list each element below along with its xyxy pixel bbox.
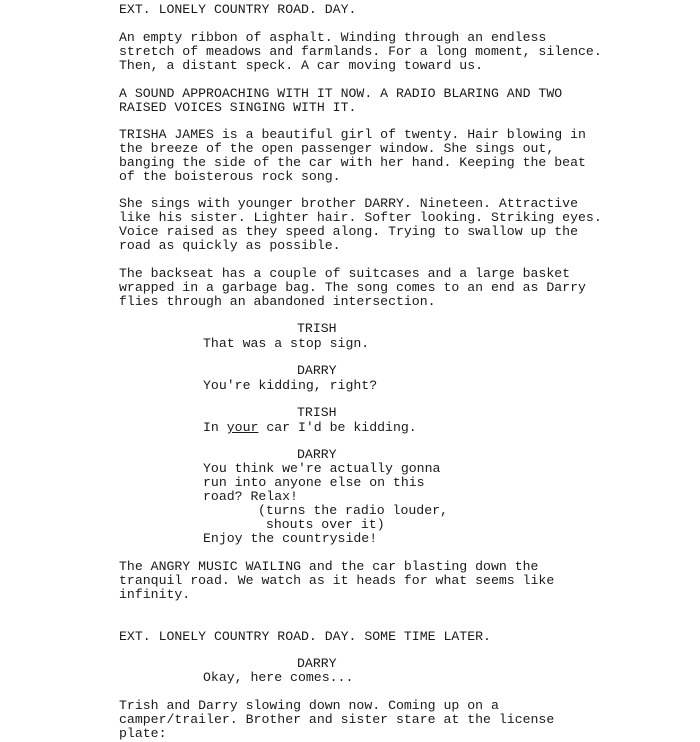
character-cue: TRISH xyxy=(297,321,337,336)
action-paragraph: She sings with younger brother DARRY. Nineteen. Attractive like his sister. Lighter hair. Softer looking. Striking eyes. Voice raised as they speed along. Trying to swallow up the road as quickly as possible. xyxy=(119,196,602,253)
dialogue-line: In your car I'd be kidding. xyxy=(203,420,417,435)
character-cue: DARRY xyxy=(297,363,337,378)
action-paragraph: The backseat has a couple of suitcases and a large basket wrapped in a garbage bag. The song comes to an end as Darry flies through an abandoned intersection. xyxy=(119,266,586,309)
dialogue-line: That was a stop sign. xyxy=(203,336,370,351)
character-cue: DARRY xyxy=(297,447,337,462)
character-cue: DARRY xyxy=(297,656,337,671)
underlined-word: your xyxy=(226,420,259,435)
dialogue-line: You're kidding, right? xyxy=(203,378,378,393)
dialogue-line: Enjoy the countryside! xyxy=(203,531,378,546)
action-paragraph: An empty ribbon of asphalt. Winding through an endless stretch of meadows and farmlands. For a long moment, silence. Then, a distant speck. A car moving toward us. xyxy=(119,30,602,73)
character-cue: TRISH xyxy=(297,405,337,420)
parenthetical: shouts over it) xyxy=(258,517,385,532)
action-paragraph: The ANGRY MUSIC WAILING and the car blasting down the tranquil road. We watch as it heads for what seems like infinity. xyxy=(119,559,555,602)
dialogue-line: Okay, here comes... xyxy=(203,670,354,685)
action-paragraph: Trish and Darry slowing down now. Coming up on a camper/trailer. Brother and sister stare at the license plate: xyxy=(119,698,555,741)
parenthetical: (turns the radio louder, xyxy=(258,503,448,518)
scene-heading: EXT. LONELY COUNTRY ROAD. DAY. xyxy=(119,2,357,17)
action-paragraph: TRISHA JAMES is a beautiful girl of twenty. Hair blowing in the breeze of the open passenger window. She sings out, banging the side of the car with her hand. Keeping the beat of the boisterous rock song. xyxy=(119,127,586,184)
dialogue-line: You think we're actually gonna xyxy=(203,461,441,476)
scene-heading: EXT. LONELY COUNTRY ROAD. DAY. SOME TIME LATER. xyxy=(119,629,491,644)
dialogue-line: road? Relax! xyxy=(203,489,298,504)
dialogue-line: run into anyone else on this xyxy=(203,475,425,490)
action-paragraph: A SOUND APPROACHING WITH IT NOW. A RADIO BLARING AND TWO RAISED VOICES SINGING WITH IT. xyxy=(119,86,563,115)
